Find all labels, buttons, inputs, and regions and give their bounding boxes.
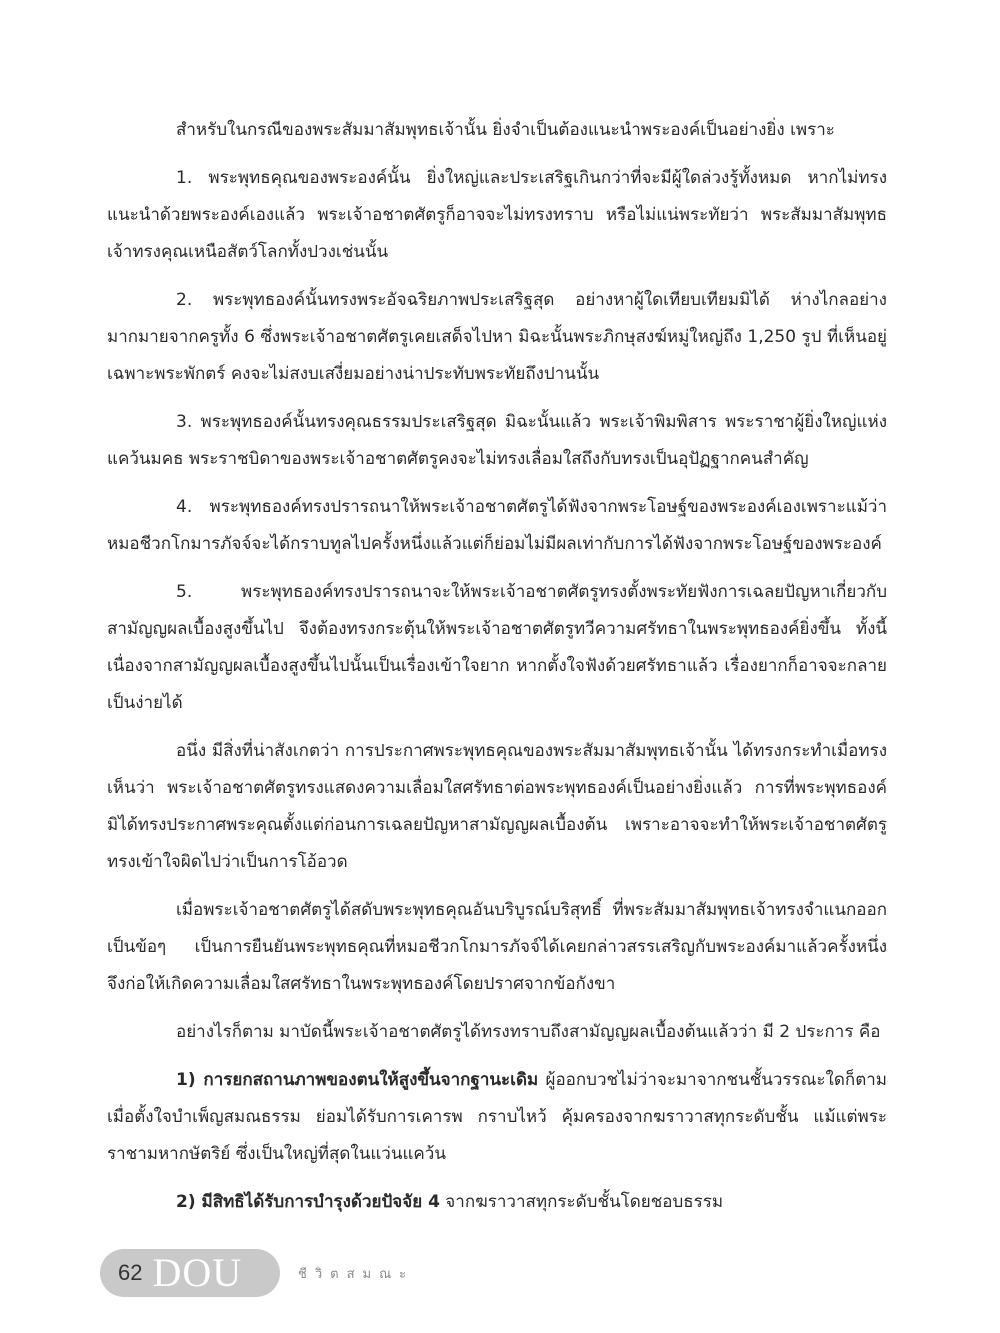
paragraph-reason-3: 3. พระพุทธองค์นั้นทรงคุณธรรมประเสริฐสุด มิฉะนั้นแล้ว พระเจ้าพิมพิสาร พระราชาผู้ยิ่งใหญ่แห่งแคว้นมคธ พระราชบิดาของพระเจ้าอชาตศัตรูคงจะไม่ทรงเลื่อมใสถึงกับทรงเป็นอุปัฏฐากคนสำคัญ — [107, 412, 887, 469]
page-body — [107, 112, 887, 1232]
paragraph-intro: สำหรับในกรณีของพระสัมมาสัมพุทธเจ้านั้น ยิ่งจำเป็นต้องแนะนำพระองค์เป็นอย่างยิ่ง เพราะ — [176, 120, 835, 140]
paragraph-faith: เมื่อพระเจ้าอชาตศัตรูได้สดับพระพุทธคุณอันบริบูรณ์บริสุทธิ์ ที่พระสัมมาสัมพุทธเจ้าทรงจำแนกออกเป็นข้อๆ เป็นการยืนยันพระพุทธคุณที่หมอชีวกโกมารภัจจ์ได้เคยกล่าวสรรเสริญกับพระองค์มาแล้วครั้งหนึ่ง จึงก่อให้เกิดความเลื่อมใสศรัทธาในพระพุทธองค์โดยปราศจากข้อกังขา — [107, 900, 887, 994]
paragraph-fruit-1 — [107, 1062, 887, 1173]
dou-logo: DOU — [152, 1250, 243, 1295]
paragraph-reason-4: 4. พระพุทธองค์ทรงปรารถนาให้พระเจ้าอชาตศัตรูได้ฟังจากพระโอษฐ์ของพระองค์เองเพราะแม้ว่าหมอชีวกโกมารภัจจ์จะได้กราบทูลไปครั้งหนึ่งแล้วแต่ก็ย่อมไม่มีผลเท่ากับการได้ฟังจากพระโอษฐ์ของพระองค์ — [107, 497, 887, 554]
fruit-1-heading: 1) การยกสถานภาพของตนให้สูงขึ้นจากฐานะเดิม — [176, 1070, 539, 1090]
fruit-1-text: ผู้ออกบวชไม่ว่าจะมาจากชนชั้นวรรณะใดก็ตาม เมื่อตั้งใจบำเพ็ญสมณธรรม ย่อมได้รับการเคารพ กราบไหว้ คุ้มครองจากฆราวาสทุกระดับชั้น แม้แต่พระราชามหากษัตริย์ ซึ่งเป็นใหญ่ที่สุดในแว่นแคว้น — [107, 1070, 887, 1164]
fruit-2-text: จากฆราวาสทุกระดับชั้นโดยชอบธรรม — [439, 1192, 724, 1212]
paragraph-reason-1: 1. พระพุทธคุณของพระองค์นั้น ยิ่งใหญ่และประเสริฐเกินกว่าที่จะมีผู้ใดล่วงรู้ทั้งหมด หากไม่ทรงแนะนำด้วยพระองค์เองแล้ว พระเจ้าอชาตศัตรูก็อาจจะไม่ทรงทราบ หรือไม่แน่พระทัยว่า พระสัมมาสัมพุทธเจ้าทรงคุณเหนือสัตว์โลกทั้งปวงเช่นนั้น — [107, 168, 887, 262]
paragraph-reason-5: 5. พระพุทธองค์ทรงปรารถนาจะให้พระเจ้าอชาตศัตรูทรงตั้งพระทัยฟังการเฉลยปัญหาเกี่ยวกับสามัญญผลเบื้องสูงขึ้นไป จึงต้องทรงกระตุ้นให้พระเจ้าอชาตศัตรูทวีความศรัทธาในพระพุทธองค์ยิ่งขึ้น ทั้งนี้ เนื่องจากสามัญญผลเบื้องสูงขึ้นไปนั้นเป็นเรื่องเข้าใจยาก หากตั้งใจฟังด้วยศรัทธาแล้ว เรื่องยากก็อาจจะกลายเป็นง่ายได้ — [107, 582, 887, 713]
paragraph-fruit-2 — [107, 1184, 887, 1221]
paragraph-however: อย่างไรก็ตาม มาบัดนี้พระเจ้าอชาตศัตรูได้ทรงทราบถึงสามัญญผลเบื้องต้นแล้วว่า มี 2 ประการ คือ — [176, 1022, 881, 1042]
paragraph-reason-2: 2. พระพุทธองค์นั้นทรงพระอัจฉริยภาพประเสริฐสุด อย่างหาผู้ใดเทียบเทียมมิได้ ห่างไกลอย่างมากมายจากครูทั้ง 6 ซึ่งพระเจ้าอชาตศัตรูเคยเสด็จไปหา มิฉะนั้นพระภิกษุสงฆ์หมู่ใหญ่ถึง 1,250 รูป ที่เห็นอยู่เฉพาะพระพักตร์ คงจะไม่สงบเสงี่ยมอย่างน่าประทับพระทัยถึงปานนั้น — [107, 290, 887, 384]
page-number: 62 — [118, 1260, 143, 1285]
page-badge — [100, 1249, 280, 1297]
paragraph-observation: อนึ่ง มีสิ่งที่น่าสังเกตว่า การประกาศพระพุทธคุณของพระสัมมาสัมพุทธเจ้านั้น ได้ทรงกระทำเมื่อทรงเห็นว่า พระเจ้าอชาตศัตรูทรงแสดงความเลื่อมใสศรัทธาต่อพระพุทธองค์เป็นอย่างยิ่งแล้ว การที่พระพุทธองค์มิได้ทรงประกาศพระคุณตั้งแต่ก่อนการเฉลยปัญหาสามัญญผลเบื้องต้น เพราะอาจจะทำให้พระเจ้าอชาตศัตรูทรงเข้าใจผิดไปว่าเป็นการโอ้อวด — [107, 741, 887, 872]
book-title: ชีวิตสมณะ — [298, 1266, 415, 1282]
fruit-2-heading: 2) มีสิทธิได้รับการบำรุงด้วยปัจจัย 4 — [176, 1192, 440, 1212]
page-footer — [100, 1249, 414, 1297]
